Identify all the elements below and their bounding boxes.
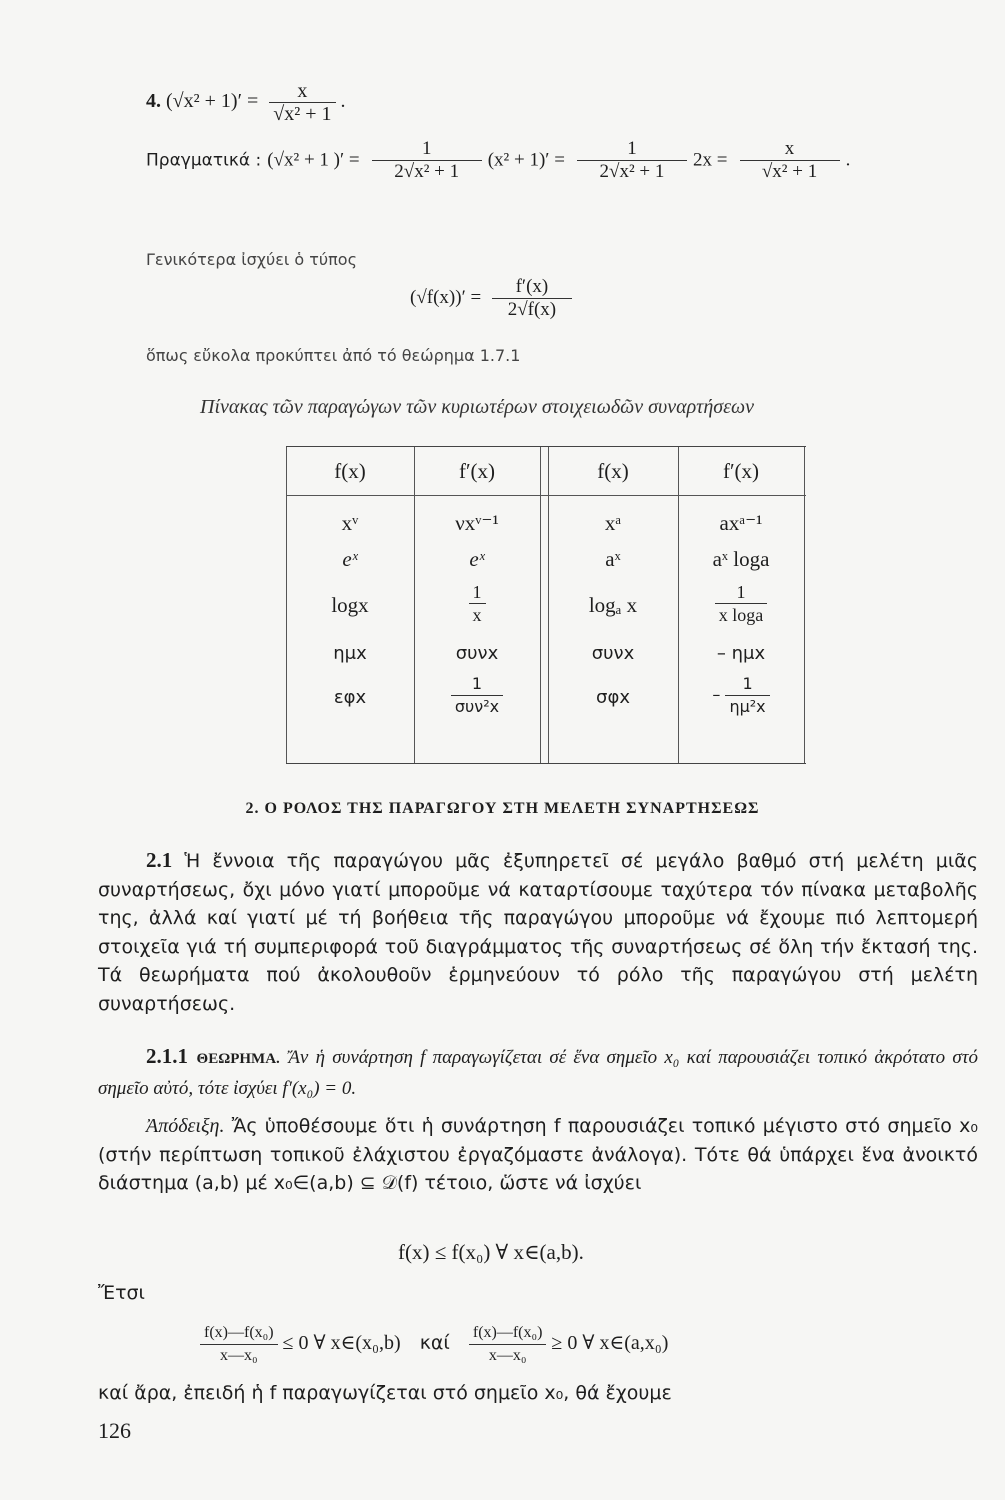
table-cell: συνx (455, 643, 499, 664)
table-header-rule (286, 495, 806, 496)
table-cell: aˣ (605, 547, 621, 571)
fraction-denominator: ημ²x (729, 697, 766, 716)
fraction-denominator: √x² + 1 (273, 103, 332, 125)
fraction-denominator: x—x₀ (488, 1347, 527, 1364)
fraction-denominator: συν²x (454, 697, 500, 716)
table-cell: axᵃ⁻¹ (719, 511, 763, 535)
table-cell: νxᵛ⁻¹ (455, 511, 499, 535)
proof-mid: (x² + 1)′ = (487, 149, 565, 171)
fraction-denominator: x—x₀ (219, 1347, 258, 1364)
table-cell: xᵛ (341, 511, 359, 535)
page-number: 126 (98, 1418, 131, 1443)
table-cell: logₐ x (588, 593, 638, 617)
fraction-numerator: 1 (577, 138, 687, 161)
table-cell: eˣ (469, 547, 485, 571)
section-heading: 2. Ο ΡΟΛΟΣ ΤΗΣ ΠΑΡΑΓΩΓΟΥ ΣΤΗ ΜΕΛΕΤΗ ΣΥΝΑΡΤΗΣΕΩΣ (245, 800, 760, 817)
paragraph-2-1 (98, 846, 978, 1018)
proof-fraction-2 (577, 138, 687, 183)
proof-fraction-1 (372, 138, 482, 183)
table-header: f′(x) (722, 459, 760, 483)
fraction-numerator: f(x)—f(x₀) (469, 1322, 547, 1345)
theorem-number: 2.1.1 (146, 1044, 188, 1068)
table-cell-fraction (414, 673, 540, 718)
proof-lhs: (√x² + 1 )′ = (267, 149, 360, 171)
conjunction: καί (419, 1332, 450, 1355)
fraction-numerator: f′(x) (492, 276, 572, 299)
fraction-denominator: x (472, 605, 482, 625)
item-4-formula (146, 80, 346, 125)
proof-label: Πραγματικά : (146, 150, 262, 171)
fraction-numerator: 1 (372, 138, 482, 161)
general-formula (410, 276, 572, 321)
paragraph-number: 2.1 (146, 848, 173, 872)
theorem-text: Ἄν ἡ συνάρτηση f παραγωγίζεται σέ ἕνα σημεῖο x₀ καί παρουσιάζει τοπικό ἀκρότατο στό σημεῖο αὐτό, τότε ἰσχύει f′(x₀) = 0. (98, 1047, 979, 1099)
fraction-numerator: f(x)—f(x₀) (200, 1322, 278, 1345)
proof-fraction-3 (740, 138, 840, 183)
table-header: f′(x) (458, 459, 496, 483)
general-after: ὅπως εὔκολα προκύπτει ἀπό τό θεώρημα 1.7.1 (146, 346, 521, 365)
period: . (340, 90, 346, 113)
fraction-numerator: 1 (725, 673, 769, 696)
item-lhs: (√x² + 1)′ = (166, 90, 259, 113)
item-fraction (269, 80, 335, 125)
fraction-numerator: x (269, 80, 335, 103)
fraction-denominator: 2√x² + 1 (599, 161, 665, 182)
table-cell: – ημx (716, 643, 766, 664)
theorem (98, 1042, 978, 1103)
derivatives-table (286, 446, 806, 764)
fraction-numerator: x (740, 138, 840, 161)
table-cell: εφx (333, 687, 367, 708)
table-cell: συνx (591, 643, 635, 664)
fraction-numerator: 1 (715, 581, 768, 604)
theorem-label: ΘΕΩΡΗΜΑ. (196, 1051, 280, 1067)
fraction-numerator: 1 (451, 673, 503, 696)
fraction-denominator: 2√x² + 1 (394, 161, 460, 182)
quotient-line (200, 1322, 668, 1367)
inequality: f(x) ≤ f(x₀) ∀ x∈(a,b). (398, 1240, 584, 1264)
fraction-denominator: 2√f(x) (507, 299, 557, 320)
fraction-denominator: x loga (718, 605, 764, 625)
period: . (845, 149, 851, 171)
general-intro: Γενικότερα ἰσχύει ὁ τύπος (146, 250, 357, 269)
closing-line: καί ἄρα, ἐπειδή ἡ f παραγωγίζεται στό σημεῖο x₀, θά ἔχουμε (98, 1382, 672, 1404)
quotient-2 (469, 1322, 547, 1367)
proof-text: Ἄς ὑποθέσουμε ὅτι ἡ συνάρτηση f παρουσιάζει τοπικό μέγιστο στό σημεῖο x₀ (στήν περίπτωση τοπικοῦ ἐλάχιστου ἐργαζόμαστε ἀνάλογα). Τότε θά ὑπάρχει ἕνα ἀνοικτό διάστημα (a,b) μέ x₀∈(a,b) ⊆ 𝒟(f) τέτοιο, ὥστε νά ἰσχύει (98, 1115, 978, 1194)
table-header: f(x) (334, 459, 366, 483)
etsi-label: Ἔτσι (98, 1282, 145, 1304)
fraction-denominator: √x² + 1 (761, 161, 818, 182)
table-cell: aˣ loga (712, 547, 770, 571)
table-cell-fraction (678, 673, 804, 718)
proof (98, 1112, 978, 1198)
proof-label: Ἀπόδειξη. (146, 1115, 225, 1137)
table-cell: eˣ (342, 547, 358, 571)
proof-mid-2: 2x = (693, 149, 728, 171)
proof-line (146, 138, 850, 183)
quotient-1 (200, 1322, 278, 1367)
quotient-2-condition: ≥ 0 ∀ x∈(a,x₀) (551, 1332, 669, 1355)
general-fraction (492, 276, 572, 321)
fraction-numerator: 1 (469, 581, 486, 604)
table-cell-fraction (414, 581, 540, 626)
paragraph-text: Ἡ ἔννοια τῆς παραγώγου μᾶς ἐξυπηρετεῖ σέ μεγάλο βαθμό στή μελέτη μιᾶς συναρτήσεως, ὄχι μόνο γιατί μποροῦμε νά καταρτίσουμε ταχύτερα τόν πίνακα μεταβολῆς της, ἀλλά καί γιατί μέ τή βοήθεια τῆς παραγώγου μποροῦμε νά ἔχουμε πιό λεπτομερή στοιχεῖα γιά τή συμπεριφορά τοῦ διαγράμματος τῆς συναρτήσεως σέ ὅλη τήν ἔκτασή της. Τά θεωρήματα πού ἀκολουθοῦν ἑρμηνεύουν τό ρόλο τῆς παραγώγου στή μελέτη συναρτήσεως. (98, 850, 978, 1015)
general-lhs: (√f(x))′ = (410, 286, 482, 308)
quotient-1-condition: ≤ 0 ∀ x∈(x₀,b) (282, 1332, 401, 1355)
table-cell-fraction (678, 581, 804, 626)
table-cell: xᵃ (604, 511, 622, 535)
table-cell: logx (331, 593, 369, 617)
item-number: 4. (146, 90, 161, 113)
minus-sign: – (712, 685, 721, 704)
table-cell: σφx (596, 687, 630, 708)
table-cell: ημx (333, 643, 367, 664)
table-header: f(x) (597, 459, 629, 483)
table-title: Πίνακας τῶν παραγώγων τῶν κυριωτέρων στοιχειωδῶν συναρτήσεων (200, 396, 754, 418)
